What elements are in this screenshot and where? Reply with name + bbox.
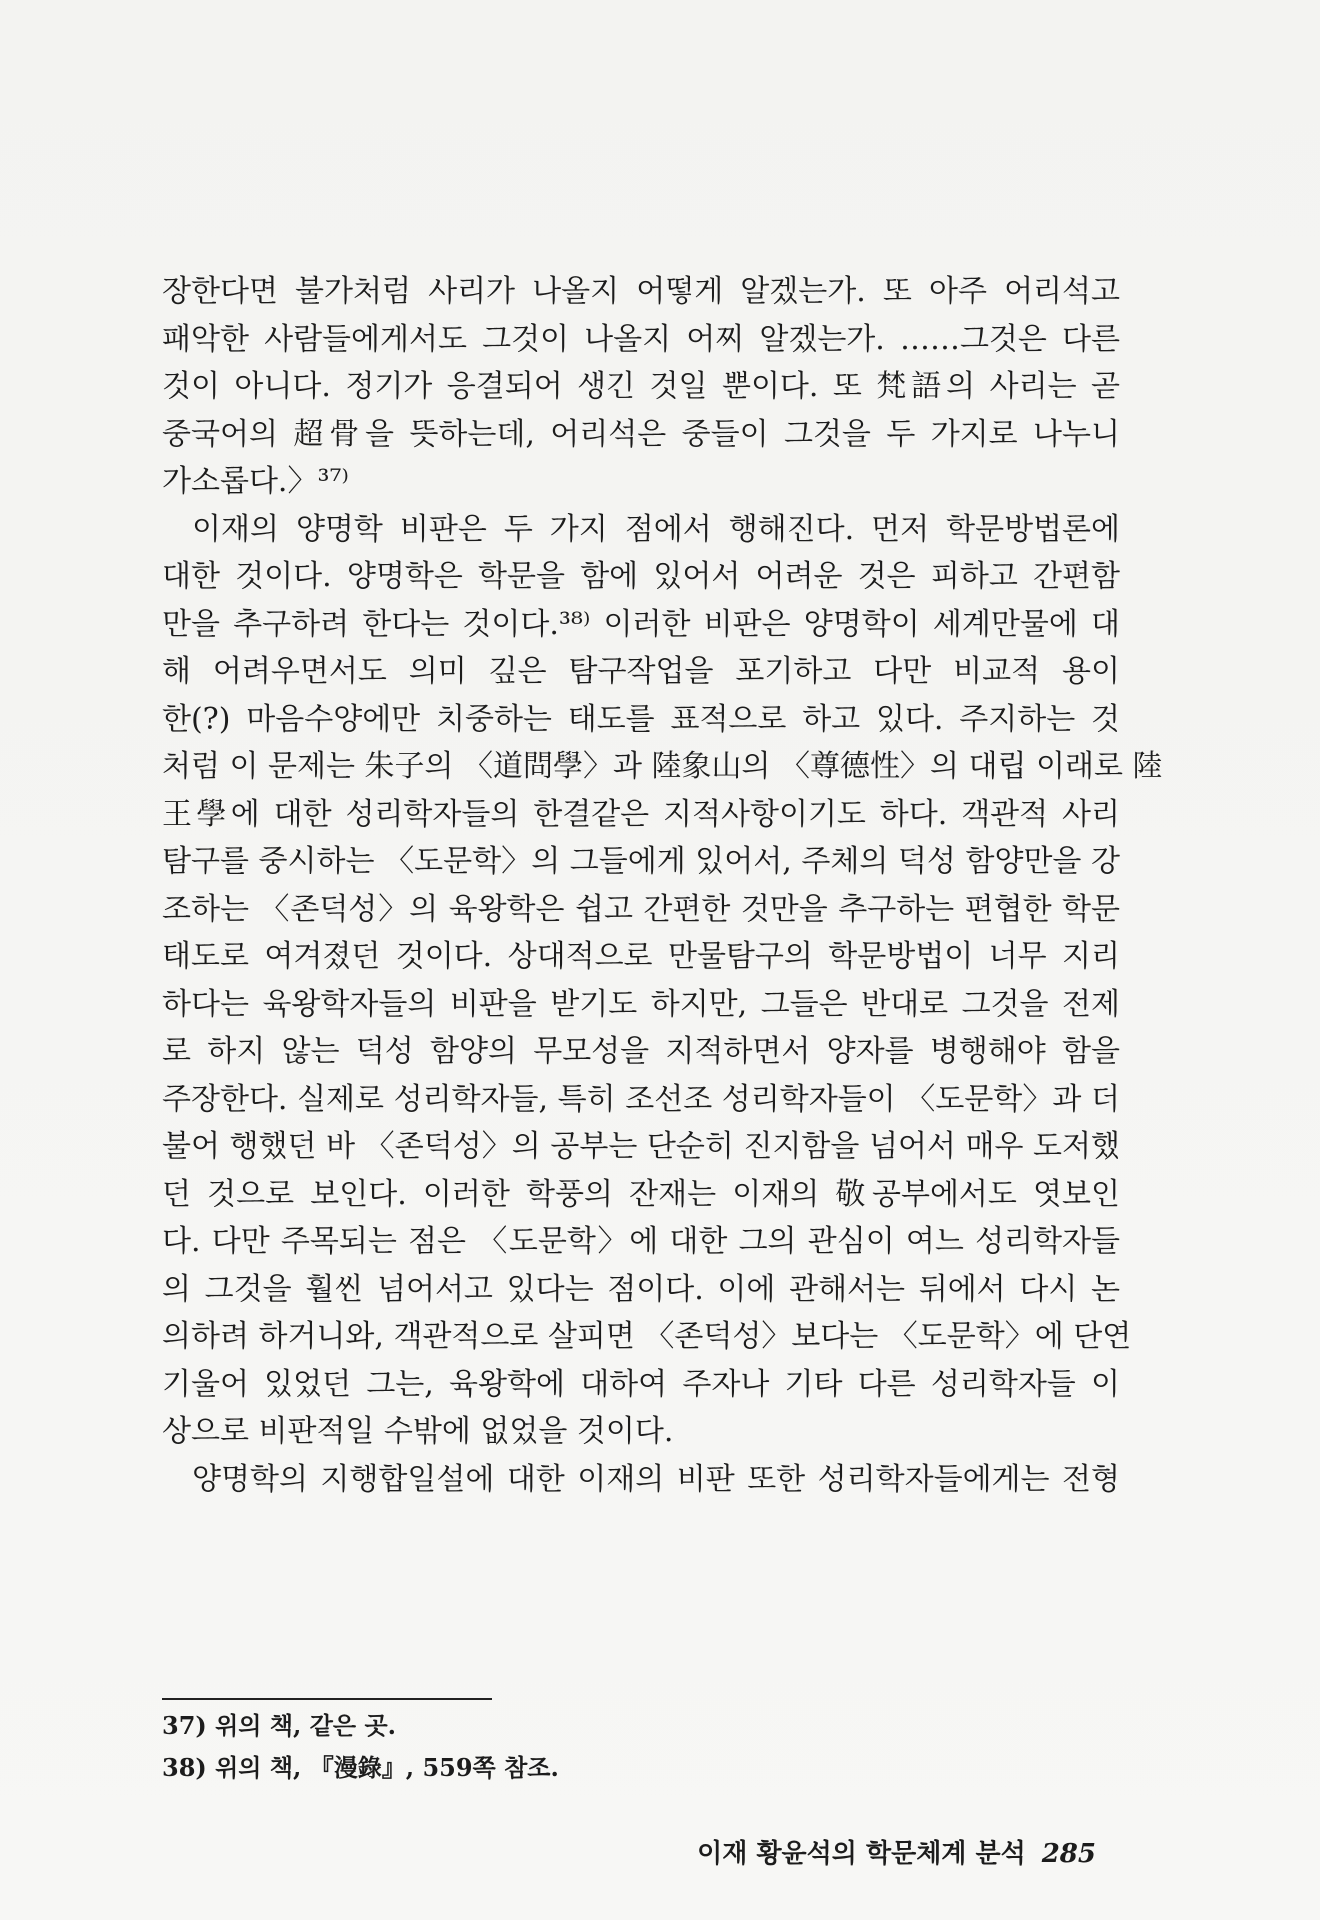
text-line: 의 그것을 훨씬 넘어서고 있다는 점이다. 이에 관해서는 뒤에서 다시 논	[162, 1271, 1120, 1307]
text-line: 로 하지 않는 덕성 함양의 무모성을 지적하면서 양자를 병행해야 함을	[162, 1034, 1120, 1069]
text-line: 가소롭다.〉³⁷⁾	[162, 464, 349, 499]
text-line: 만을 추구하려 한다는 것이다.³⁸⁾ 이러한 비판은 양명학이 세계만물에 대	[162, 606, 1120, 642]
page-footer	[656, 1833, 1096, 1873]
text-line: 던 것으로 보인다. 이러한 학풍의 잔재는 이재의 敬공부에서도 엿보인	[162, 1176, 1120, 1212]
text-line: 기울어 있었던 그는, 육왕학에 대하여 주자나 기타 다른 성리학자들 이	[162, 1366, 1120, 1402]
body-text	[162, 268, 1163, 1503]
text-line: 태도로 여겨졌던 것이다. 상대적으로 만물탐구의 학문방법이 너무 지리	[162, 939, 1120, 974]
text-line: 상으로 비판적일 수밖에 없었을 것이다.	[162, 1414, 674, 1449]
text-line: 의하려 하거니와, 객관적으로 살피면 〈존덕성〉보다는 〈도문학〉에 단연	[162, 1319, 1132, 1354]
text-line: 王學에 대한 성리학자들의 한결같은 지적사항이기도 하다. 객관적 사리	[162, 796, 1120, 832]
text-line: 한(?) 마음수양에만 치중하는 태도를 표적으로 하고 있다. 주지하는 것	[162, 701, 1120, 737]
page-number: 285	[1041, 1839, 1096, 1869]
paragraph-start-line: 양명학의 지행합일설에 대한 이재의 비판 또한 성리학자들에게는 전형	[192, 1461, 1120, 1497]
text-line: 패악한 사람들에게서도 그것이 나올지 어찌 알겠는가. ……그것은 다른	[162, 321, 1120, 357]
text-line: 다. 다만 주목되는 점은 〈도문학〉에 대한 그의 관심이 여느 성리학자들	[162, 1224, 1120, 1259]
footnotes	[162, 1705, 1062, 1789]
text-line: 조하는 〈존덕성〉의 육왕학은 쉽고 간편한 것만을 추구하는 편협한 학문	[162, 891, 1120, 927]
text-line: 장한다면 불가처럼 사리가 나올지 어떻게 알겠는가. 또 아주 어리석고	[162, 274, 1120, 309]
running-title: 이재 황윤석의 학문체계 분석	[697, 1839, 1026, 1869]
footnote-divider	[162, 1698, 492, 1700]
footnote-37: 37) 위의 책, 같은 곳.	[162, 1711, 396, 1740]
text-line: 대한 것이다. 양명학은 학문을 함에 있어서 어려운 것은 피하고 간편함	[162, 559, 1120, 594]
text-line: 주장한다. 실제로 성리학자들, 특히 조선조 성리학자들이 〈도문학〉과 더	[162, 1081, 1120, 1117]
text-line: 불어 행했던 바 〈존덕성〉의 공부는 단순히 진지함을 넘어서 매우 도저했	[162, 1129, 1120, 1164]
text-line: 중국어의 超骨을 뜻하는데, 어리석은 중들이 그것을 두 가지로 나누니	[162, 416, 1120, 452]
footnote-38: 38) 위의 책, 『漫錄』, 559쪽 참조.	[162, 1753, 559, 1782]
text-line: 해 어려우면서도 의미 깊은 탐구작업을 포기하고 다만 비교적 용이	[162, 654, 1120, 689]
text-line: 처럼 이 문제는 朱子의 〈道問學〉과 陸象山의 〈尊德性〉의 대립 이래로 陸	[162, 749, 1163, 784]
paragraph-start-line: 이재의 양명학 비판은 두 가지 점에서 행해진다. 먼저 학문방법론에	[192, 511, 1120, 547]
text-line: 하다는 육왕학자들의 비판을 받기도 하지만, 그들은 반대로 그것을 전제	[162, 986, 1120, 1022]
text-line: 것이 아니다. 정기가 응결되어 생긴 것일 뿐이다. 또 梵語의 사리는 곧	[162, 369, 1120, 404]
text-line: 탐구를 중시하는 〈도문학〉의 그들에게 있어서, 주체의 덕성 함양만을 강	[162, 844, 1120, 879]
